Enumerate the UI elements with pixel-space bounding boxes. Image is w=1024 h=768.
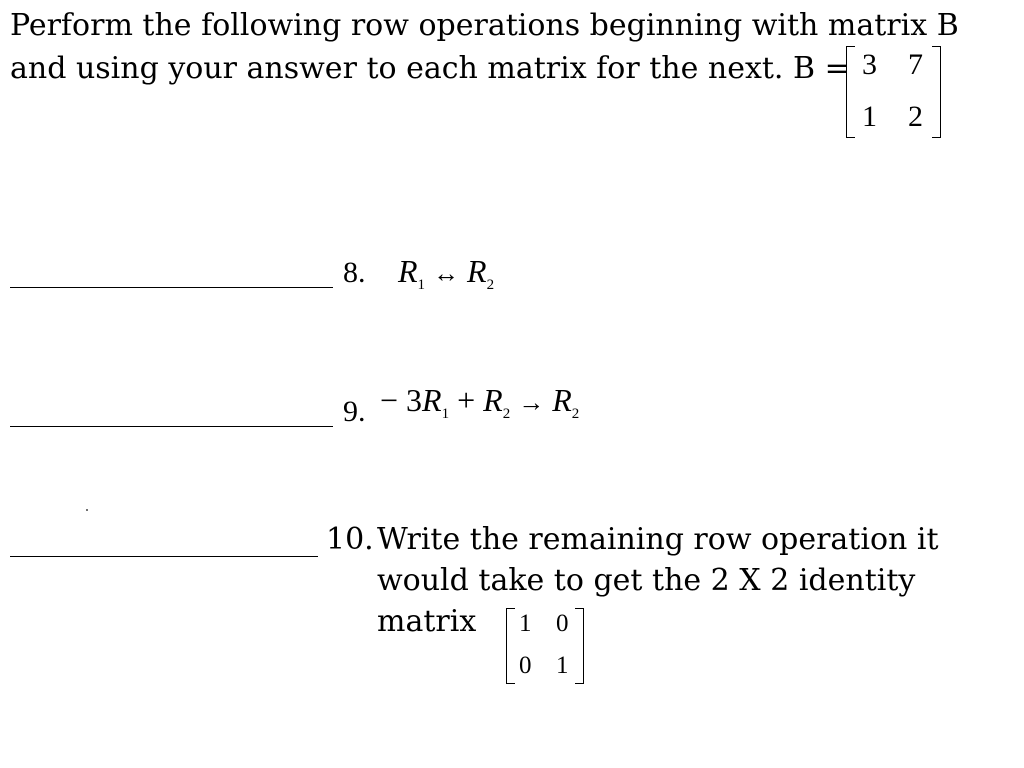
question-8-number: 8.	[343, 256, 366, 289]
row-1-symbol: R	[398, 253, 418, 289]
identity-matrix	[506, 608, 584, 684]
question-9-operation	[380, 383, 579, 431]
question-10-line-3: matrix	[377, 604, 477, 639]
question-9-number: 9.	[343, 395, 366, 428]
row-2-subscript: 2	[502, 406, 511, 422]
question-10-line-2: would take to get the 2 X 2 identity	[377, 563, 916, 598]
matrix-b-r2c1: 1	[862, 100, 877, 133]
row-2-symbol: R	[467, 253, 487, 289]
row-result-symbol: R	[552, 382, 572, 418]
question-8-operation	[398, 254, 494, 302]
left-bracket	[506, 608, 515, 684]
matrix-b-r1c2: 7	[908, 48, 923, 81]
matrix-b-r2c2: 2	[908, 100, 923, 133]
matrix-b-r1c1: 3	[862, 48, 877, 81]
matrix-b	[846, 46, 941, 138]
right-arrow-icon: →	[518, 388, 545, 417]
row-result-subscript: 2	[571, 406, 580, 422]
row-1-subscript: 1	[441, 406, 450, 422]
identity-r2c1: 0	[519, 652, 532, 679]
row-2-subscript: 2	[486, 277, 495, 293]
coefficient: − 3	[380, 382, 423, 418]
stray-dot	[86, 509, 88, 511]
left-bracket	[846, 46, 855, 138]
question-10-line-1: Write the remaining row operation it	[377, 522, 939, 557]
question-10-number: 10.	[326, 522, 374, 557]
plus-sign: +	[457, 382, 476, 418]
swap-arrow-icon: ↔	[433, 259, 460, 288]
answer-blank-10[interactable]	[10, 556, 318, 557]
row-1-symbol: R	[422, 382, 442, 418]
row-2-symbol: R	[483, 382, 503, 418]
question-10-text	[377, 519, 939, 642]
instructions-line-1: Perform the following row operations beginning with matrix B	[10, 8, 959, 43]
identity-r1c1: 1	[519, 610, 532, 637]
answer-blank-9[interactable]	[10, 426, 333, 427]
right-bracket	[932, 46, 941, 138]
instructions-line-2: and using your answer to each matrix for the next. B =	[10, 51, 850, 86]
identity-r1c2: 0	[556, 610, 569, 637]
answer-blank-8[interactable]	[10, 287, 333, 288]
right-bracket	[575, 608, 584, 684]
row-1-subscript: 1	[417, 277, 426, 293]
identity-r2c2: 1	[556, 652, 569, 679]
